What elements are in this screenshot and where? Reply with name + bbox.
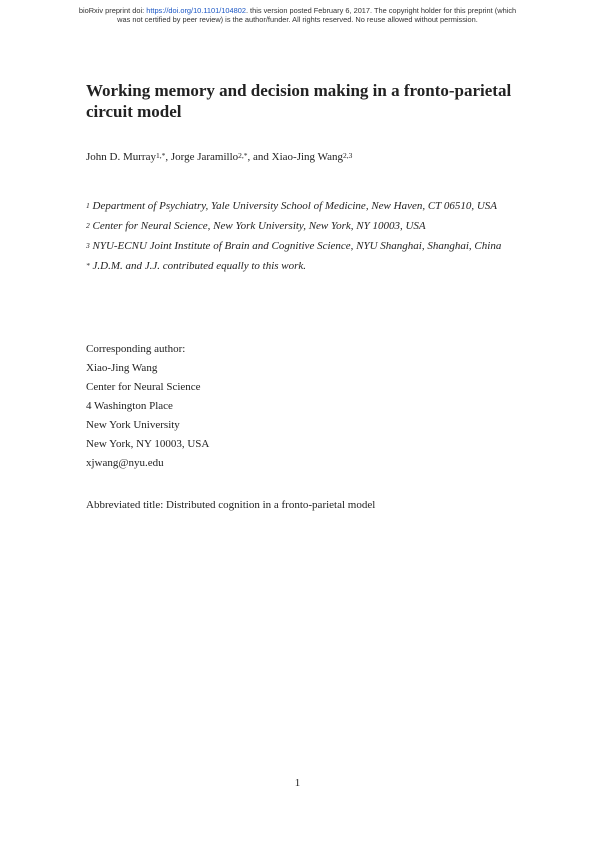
paper-title: Working memory and decision making in a fronto-parietal circuit model (86, 81, 512, 121)
author-affiliation-mark: 2,3 (343, 151, 353, 160)
author-separator: , and (247, 151, 272, 163)
author-separator: , (165, 151, 171, 163)
preprint-notice-line-2: was not certified by peer review) is the author/funder. All rights reserved. No reuse allowed without permission. (117, 15, 478, 24)
affiliation-mark: 2 (86, 221, 90, 230)
corresponding-author-line: 4 Washington Place (86, 400, 173, 412)
affiliation-mark: * (86, 261, 90, 270)
corresponding-author-block (86, 340, 506, 473)
corresponding-author-line: New York, NY 10003, USA (86, 438, 210, 450)
corresponding-author-line: Xiao-Jing Wang (86, 362, 158, 374)
affiliation-text: Department of Psychiatry, Yale University School of Medicine, New Haven, CT 06510, USA (92, 200, 498, 212)
abbreviated-title: Abbreviated title: Distributed cognition in a fronto-parietal model (86, 499, 376, 511)
affiliation-text: Center for Neural Science, New York University, New York, NY 10003, USA (92, 220, 426, 232)
corresponding-author-line: New York University (86, 419, 180, 431)
corresponding-author-line: Center for Neural Science (86, 381, 201, 393)
affiliation-text: J.D.M. and J.J. contributed equally to this work. (92, 260, 307, 272)
affiliation-item (86, 237, 516, 256)
author-list (86, 150, 526, 164)
corresponding-author-heading: Corresponding author: (86, 343, 186, 355)
affiliation-list (86, 197, 516, 277)
author-name: Jorge Jaramillo (170, 151, 239, 163)
author-name: John D. Murray (86, 151, 156, 163)
doi-link[interactable]: https://doi.org/10.1101/104802 (146, 6, 246, 15)
affiliation-mark: 1 (86, 201, 90, 210)
preprint-notice (20, 6, 575, 24)
preprint-notice-line-1: bioRxiv preprint doi: https://doi.org/10.1101/104802. this version posted February 6, 2017. The copyright holder for this preprint (which (78, 6, 517, 15)
affiliation-text: NYU-ECNU Joint Institute of Brain and Cognitive Science, NYU Shanghai, Shanghai, China (92, 240, 502, 252)
affiliation-mark: 3 (86, 241, 90, 250)
page-number: 1 (294, 777, 301, 789)
affiliation-item (86, 197, 516, 216)
author-name: Xiao-Jing Wang (271, 151, 343, 163)
affiliation-item (86, 257, 516, 276)
corresponding-author-email[interactable]: xjwang@nyu.edu (86, 457, 164, 469)
affiliation-item (86, 217, 516, 236)
author-affiliation-mark: 1,* (155, 151, 166, 160)
author-affiliation-mark: 2,* (238, 151, 248, 160)
